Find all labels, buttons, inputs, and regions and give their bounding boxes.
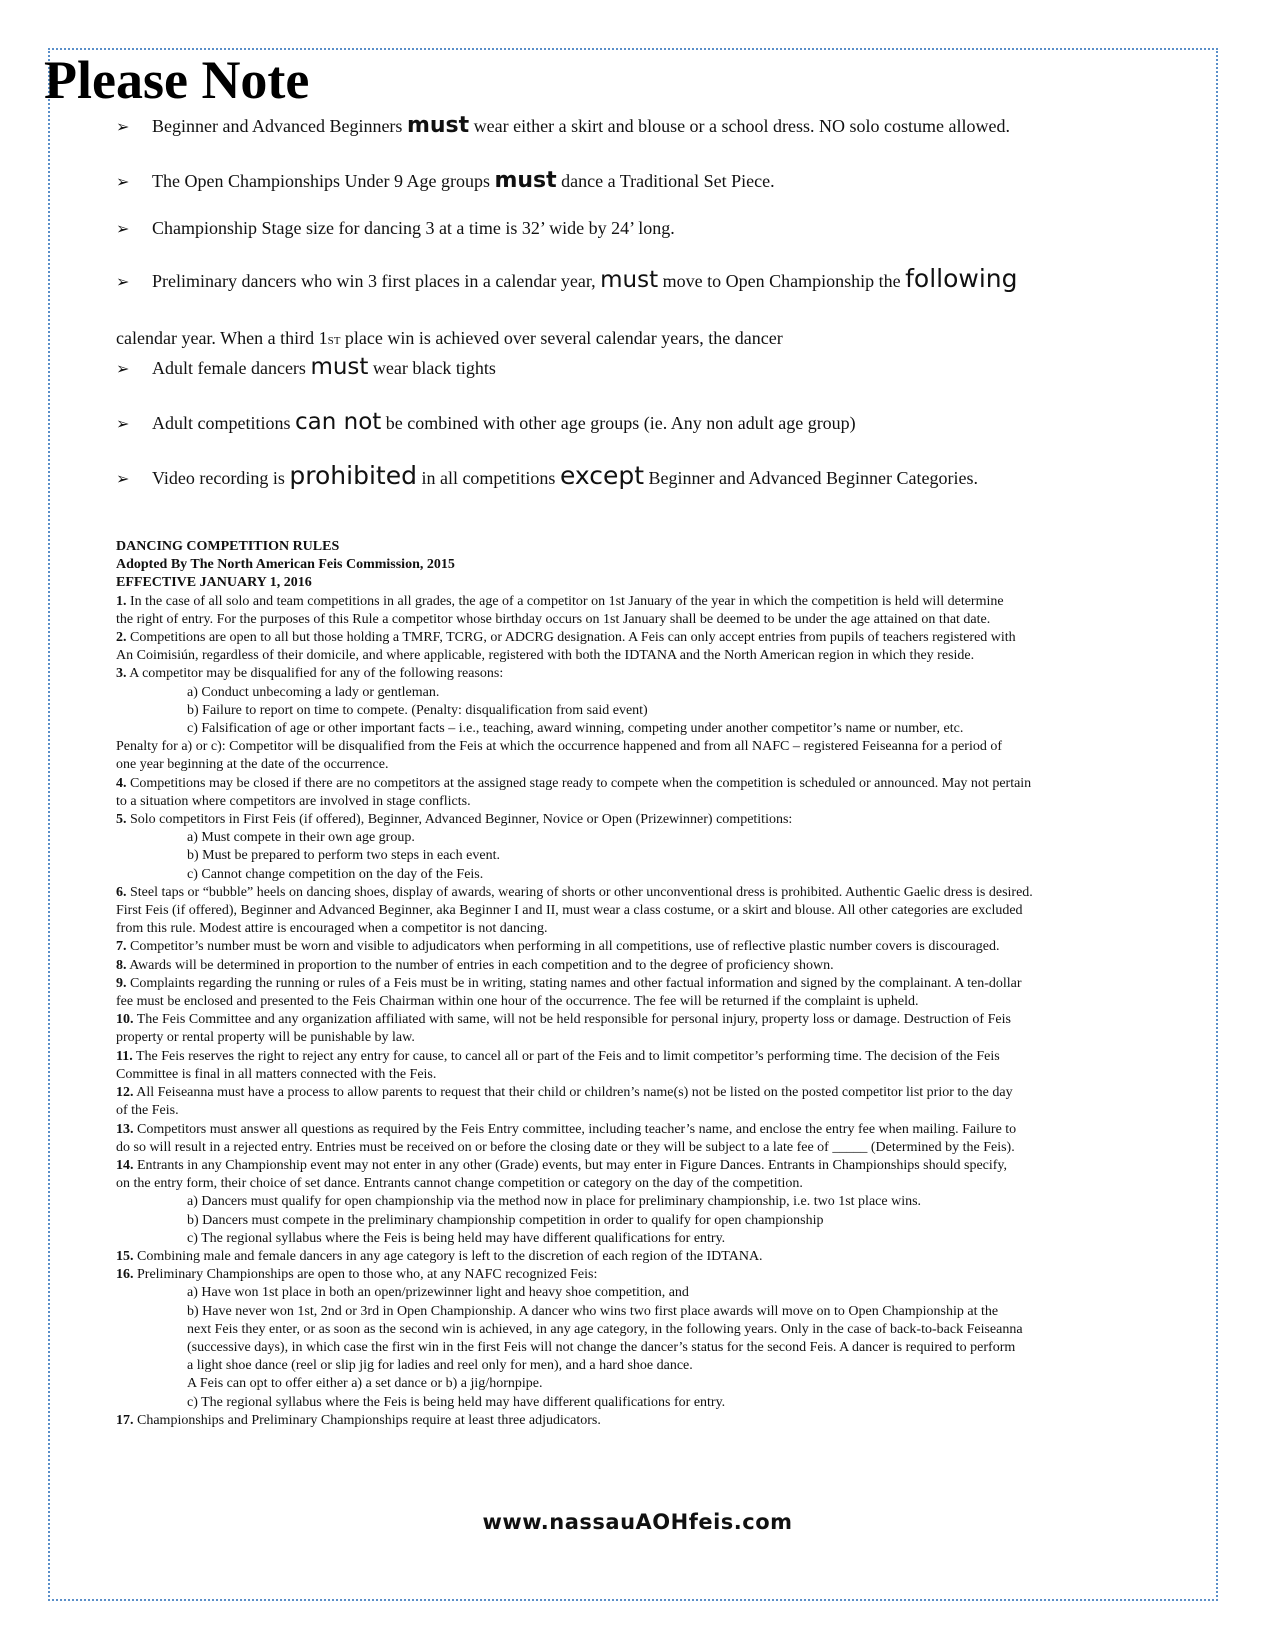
rule-number: 8. — [116, 957, 127, 973]
rule-line: An Coimisiún, regardless of their domicile, and where applicable, registered with both the IDTANA and the North American region in which they reside. — [116, 648, 975, 664]
rule-number: 6. — [116, 884, 127, 900]
rule-line: 5. Solo competitors in First Feis (if offered), Beginner, Advanced Beginner, Novice or Open (Prizewinner) competitions: — [116, 812, 793, 828]
rule-sub-item: a light shoe dance (reel or slip jig for ladies and reel only for men), and a hard shoe dance. — [187, 1358, 693, 1374]
rule-line: 8. Awards will be determined in proportion to the number of entries in each competition and to the degree of proficiency shown. — [116, 957, 834, 973]
arrow-bullet-icon: ➢ — [116, 414, 130, 433]
rule-sub-item: next Feis they enter, or as soon as the second win is achieved, in any age category, in the following years. Only in the case of back-to-back Feiseanna — [187, 1321, 1023, 1337]
arrow-bullet-icon: ➢ — [116, 117, 130, 136]
rules-effective-date: EFFECTIVE JANUARY 1, 2016 — [116, 575, 312, 591]
emphasis-can-not: can not — [295, 409, 382, 435]
rule-line: 9. Complaints regarding the running or rules of a Feis must be in writing, stating names and other factual information and signed by the complainant. A ten-dollar — [116, 975, 1022, 991]
rule-sub-item: a) Conduct unbecoming a lady or gentleman. — [187, 684, 440, 700]
rule-line: 16. Preliminary Championships are open to those who, at any NAFC recognized Feis: — [116, 1267, 598, 1283]
note-item: ➢ Preliminary dancers who win 3 first places in a calendar year, must move to Open Championship the following — [116, 265, 1017, 296]
rule-line: one year beginning at the date of the occurrence. — [116, 757, 389, 773]
rule-line: the right of entry. For the purposes of this Rule a competitor whose birthday occurs on 1st January shall be deemed to be under the age attained on that date. — [116, 611, 991, 627]
note-continuation: calendar year. When a third 1ST place win is achieved over several calendar years, the dancer — [116, 328, 783, 348]
arrow-bullet-icon: ➢ — [116, 359, 130, 378]
note-item: ➢ Championship Stage size for dancing 3 at a time is 32’ wide by 24’ long. — [116, 214, 675, 243]
rule-number: 5. — [116, 812, 127, 828]
rule-line: do so will result in a rejected entry. Entries must be received on or before the closing date or they will be subject to a late fee of _____ (Determined by the Feis). — [116, 1139, 1015, 1155]
rule-number: 14. — [116, 1157, 134, 1173]
rule-sub-item: A Feis can opt to offer either a) a set dance or b) a jig/hornpipe. — [187, 1376, 543, 1392]
rule-line: 4. Competitions may be closed if there are no competitors at the assigned stage ready to compete when the competition is scheduled or announced. May not pertain — [116, 775, 1032, 791]
rule-sub-item: c) The regional syllabus where the Feis is being held may have different qualifications for entry. — [187, 1394, 726, 1410]
rule-number: 15. — [116, 1248, 134, 1264]
rule-line: 1. In the case of all solo and team competitions in all grades, the age of a competitor on 1st January of the year in which the competition is held will determine — [116, 593, 1004, 609]
rule-sub-item: (successive days), in which case the first win in the first Feis will not change the dancer’s status for the second Feis. A dancer is required to perform — [187, 1339, 1016, 1355]
rule-sub-item: a) Must compete in their own age group. — [187, 830, 415, 846]
rule-line: Committee is final in all matters connected with the Feis. — [116, 1066, 437, 1082]
rule-line: 12. All Feiseanna must have a process to allow parents to request that their child or children’s name(s) not be listed on the posted competitor list prior to the day — [116, 1085, 1013, 1101]
rule-line: 7. Competitor’s number must be worn and visible to adjudicators when performing in all competitions, use of reflective plastic number covers is discouraged. — [116, 939, 1000, 955]
rule-number: 1. — [116, 593, 127, 609]
rule-number: 4. — [116, 775, 127, 791]
rule-line: 14. Entrants in any Championship event may not enter in any other (Grade) events, but may enter in Figure Dances. Entrants in Championships should specify, — [116, 1157, 1008, 1173]
page-title: Please Note — [44, 50, 310, 110]
note-item: ➢ Beginner and Advanced Beginners must wear either a skirt and blouse or a school dress. NO solo costume allowed. — [116, 112, 1010, 141]
rule-sub-item: b) Failure to report on time to compete. (Penalty: disqualification from said event) — [187, 702, 648, 718]
arrow-bullet-icon: ➢ — [116, 219, 130, 238]
rule-line: 10. The Feis Committee and any organization affiliated with same, will not be held responsible for personal injury, property loss or damage. Destruction of Feis — [116, 1012, 1011, 1028]
emphasis-must: must — [600, 267, 659, 293]
arrow-bullet-icon: ➢ — [116, 272, 130, 291]
rule-line: on the entry form, their choice of set dance. Entrants cannot change competition or category on the day of the competition. — [116, 1176, 803, 1192]
rule-sub-item: b) Must be prepared to perform two steps in each event. — [187, 848, 500, 864]
rule-line: from this rule. Modest attire is encouraged when a competitor is not dancing. — [116, 921, 548, 937]
note-item: ➢ Video recording is prohibited in all competitions except Beginner and Advanced Beginner Categories. — [116, 462, 978, 493]
rule-sub-item: a) Dancers must qualify for open championship via the method now in place for preliminary championship, i.e. two 1st place wins. — [187, 1194, 922, 1210]
emphasis-must: must — [406, 113, 470, 138]
rule-number: 2. — [116, 630, 127, 646]
note-item: ➢ Adult female dancers must wear black tights — [116, 353, 496, 383]
rule-line: 15. Combining male and female dancers in any age category is left to the discretion of each region of the IDTANA. — [116, 1248, 763, 1264]
rule-number: 9. — [116, 975, 127, 991]
rule-line: of the Feis. — [116, 1103, 179, 1119]
rule-number: 7. — [116, 939, 127, 955]
rule-line: property or rental property will be punishable by law. — [116, 1030, 415, 1046]
rules-adopted-by: Adopted By The North American Feis Commission, 2015 — [116, 557, 455, 573]
note-item: ➢ Adult competitions can not be combined with other age groups (ie. Any non adult age group) — [116, 408, 856, 438]
rule-number: 17. — [116, 1412, 134, 1428]
emphasis-following: following — [905, 264, 1018, 293]
rule-sub-item: c) Falsification of age or other important facts – i.e., teaching, award winning, competing under another competitor’s name or number, etc. — [187, 721, 964, 737]
rule-number: 10. — [116, 1012, 134, 1028]
rule-sub-item: a) Have won 1st place in both an open/prizewinner light and heavy shoe competition, and — [187, 1285, 689, 1301]
website-footer: www.nassauAOHfeis.com — [482, 1510, 793, 1534]
rule-line: Penalty for a) or c): Competitor will be disqualified from the Feis at which the occurrence happened and from all NAFC – registered Feiseanna for a period of — [116, 739, 1002, 755]
rule-line: 3. A competitor may be disqualified for any of the following reasons: — [116, 666, 504, 682]
rule-sub-item: b) Have never won 1st, 2nd or 3rd in Open Championship. A dancer who wins two first place awards will move on to Open Championship at the — [187, 1303, 999, 1319]
rule-number: 11. — [116, 1048, 133, 1064]
rules-heading: DANCING COMPETITION RULES — [116, 539, 340, 554]
rule-sub-item: c) The regional syllabus where the Feis is being held may have different qualifications for entry. — [187, 1230, 726, 1246]
rule-line: 6. Steel taps or “bubble” heels on dancing shoes, display of awards, wearing of shorts or other unconventional dress is prohibited. Authentic Gaelic dress is desired. — [116, 884, 1033, 900]
rule-line: to a situation where competitors are involved in stage conflicts. — [116, 793, 471, 809]
rule-line: First Feis (if offered), Beginner and Advanced Beginner, aka Beginner I and II, must wear a class costume, or a skirt and blouse. All other categories are excluded — [116, 903, 1023, 919]
rule-number: 13. — [116, 1121, 134, 1137]
emphasis-except: except — [559, 461, 645, 490]
emphasis-prohibited: prohibited — [289, 461, 417, 490]
rule-number: 3. — [116, 666, 127, 682]
rule-line: 2. Competitions are open to all but those holding a TMRF, TCRG, or ADCRG designation. A Feis can only accept entries from pupils of teachers registered with — [116, 630, 1016, 646]
rule-line: 11. The Feis reserves the right to reject any entry for cause, to cancel all or part of the Feis and to limit competitor’s performing time. The decision of the Feis — [116, 1048, 1000, 1064]
rule-number: 16. — [116, 1267, 134, 1283]
rule-line: fee must be enclosed and presented to the Feis Chairman within one hour of the occurrence. The fee will be returned if the complaint is upheld. — [116, 994, 919, 1010]
rule-sub-item: c) Cannot change competition on the day of the Feis. — [187, 866, 484, 882]
rules-section — [116, 538, 1161, 1430]
rule-sub-item: b) Dancers must compete in the preliminary championship competition in order to qualify for open championship — [187, 1212, 824, 1228]
rule-line: 13. Competitors must answer all questions as required by the Feis Entry committee, including teacher’s name, and enclose the entry fee when mailing. Failure to — [116, 1121, 1017, 1137]
emphasis-must: must — [310, 354, 369, 380]
rules-list — [116, 593, 1161, 1430]
arrow-bullet-icon: ➢ — [116, 172, 130, 191]
arrow-bullet-icon: ➢ — [116, 469, 130, 488]
rule-line: 17. Championships and Preliminary Championships require at least three adjudicators. — [116, 1412, 601, 1428]
emphasis-must: must — [494, 168, 557, 193]
note-item: ➢ The Open Championships Under 9 Age groups must dance a Traditional Set Piece. — [116, 167, 775, 196]
rule-number: 12. — [116, 1085, 134, 1101]
